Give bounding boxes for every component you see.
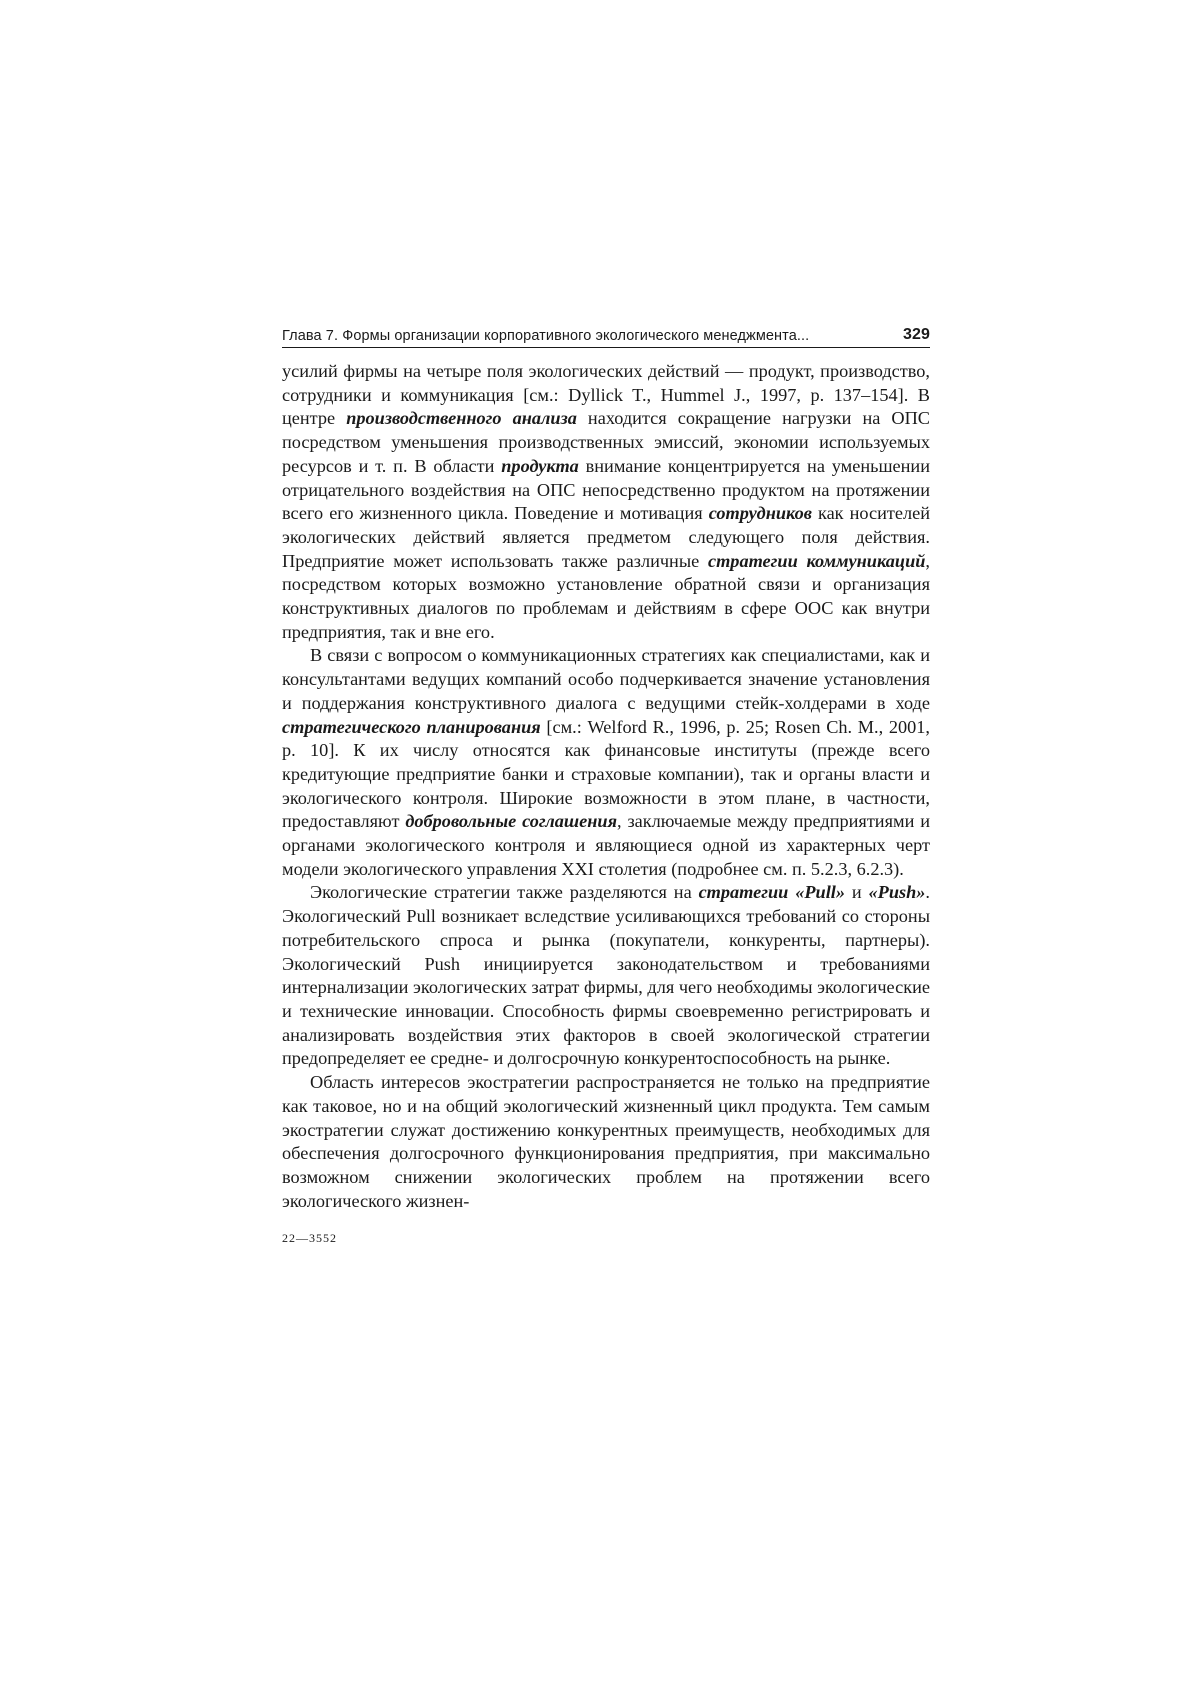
emphasized-term: «Push» — [868, 882, 926, 903]
emphasized-term: сотрудников — [708, 503, 812, 524]
paragraph — [282, 1071, 930, 1213]
body-text — [282, 360, 930, 1213]
emphasized-term: продукта — [501, 455, 579, 476]
emphasized-term: добровольные соглашения — [405, 811, 618, 832]
book-page — [282, 326, 930, 1246]
page-number: 329 — [903, 326, 930, 343]
printer-signature-mark: 22—3552 — [282, 1231, 337, 1246]
emphasized-term: стратегии коммуникаций — [707, 550, 926, 571]
running-header — [282, 326, 930, 348]
emphasized-term: стратегического планирования — [282, 716, 541, 737]
paragraph-text: [см.: Welford R., 1996, p. 25; Rosen Ch. M., 2001, p. 10]. К их числу относятся как финансовые институты (прежде всего кредитующие предприятие банки и страховые компании), так и органы власти и экологического контроля. Широкие возможности в этом плане, в частности, предоставляют — [282, 716, 930, 832]
paragraph-text: , заключаемые между предприятиями и органами экологического контроля и являющиеся одной из характерных черт модели экологического управления XXI столетия (подробнее см. п. 5.2.3, 6.2.3). — [282, 811, 930, 879]
emphasized-term: производственного анализа — [346, 408, 577, 429]
paragraph — [282, 881, 930, 1071]
chapter-title: Глава 7. Формы организации корпоративного экологического менеджмента... — [282, 328, 810, 344]
paragraph-text: В связи с вопросом о коммуникационных стратегиях как специалистами, как и консультантами ведущих компаний особо подчеркивается значение установления и поддержания конструктивного диалога с ведущими стейк-холдерами в ходе — [282, 645, 930, 713]
paragraph — [282, 644, 930, 881]
paragraph-text: усилий фирмы на четыре поля экологических действий — продукт, производство, сотрудники и коммуникация [см.: Dyllick T., Hummel J., 1997, p. 137–154]. В центре — [282, 361, 930, 429]
paragraph-text: внимание концентрируется на уменьшении отрицательного воздействия на ОПС непосредственно продуктом на протяжении всего его жизненного цикла. Поведение и мотивация — [282, 455, 930, 524]
paragraph-text: находится сокращение нагрузки на ОПС посредством уменьшения производственных эмиссий, экономии используемых ресурсов и т. п. В области — [282, 408, 930, 476]
paragraph-text: Экологические стратегии также разделяются на — [310, 882, 699, 903]
paragraph-text: , посредством которых возможно установление обратной связи и организация конструктивных диалогов по проблемам и действиям в сфере ООС как внутри предприятия, так и вне его. — [282, 550, 930, 642]
emphasized-term: стратегии «Pull» — [698, 882, 845, 903]
paragraph — [282, 360, 930, 644]
paragraph-text: Область интересов экостратегии распространяется не только на предприятие как таковое, но и на общий экологический жизненный цикл продукта. Тем самым экостратегии служат достижению конкурентных преимуществ, необходимых для обеспечения долгосрочного функционирования предприятия, при максимально возможном снижении экологических проблем на протяжении всего экологического жизнен- — [282, 1072, 930, 1211]
paragraph-text: и — [845, 882, 869, 903]
paragraph-text: . Экологический Pull возникает вследствие усиливающихся требований со стороны потребительского спроса и рынка (покупатели, конкуренты, партнеры). Экологический Push инициируется законодательством и требованиями интернализации экологических затрат фирмы, для чего необходимы экологические и технические инновации. Способность фирмы своевременно регистрировать и анализировать воздействия этих факторов в своей экологической стратегии предопределяет ее средне- и долгосрочную конкурентоспособность на рынке. — [282, 882, 931, 1069]
paragraph-text: как носителей экологических действий является предметом следующего поля действия. Предприятие может использовать также различные — [282, 503, 930, 571]
